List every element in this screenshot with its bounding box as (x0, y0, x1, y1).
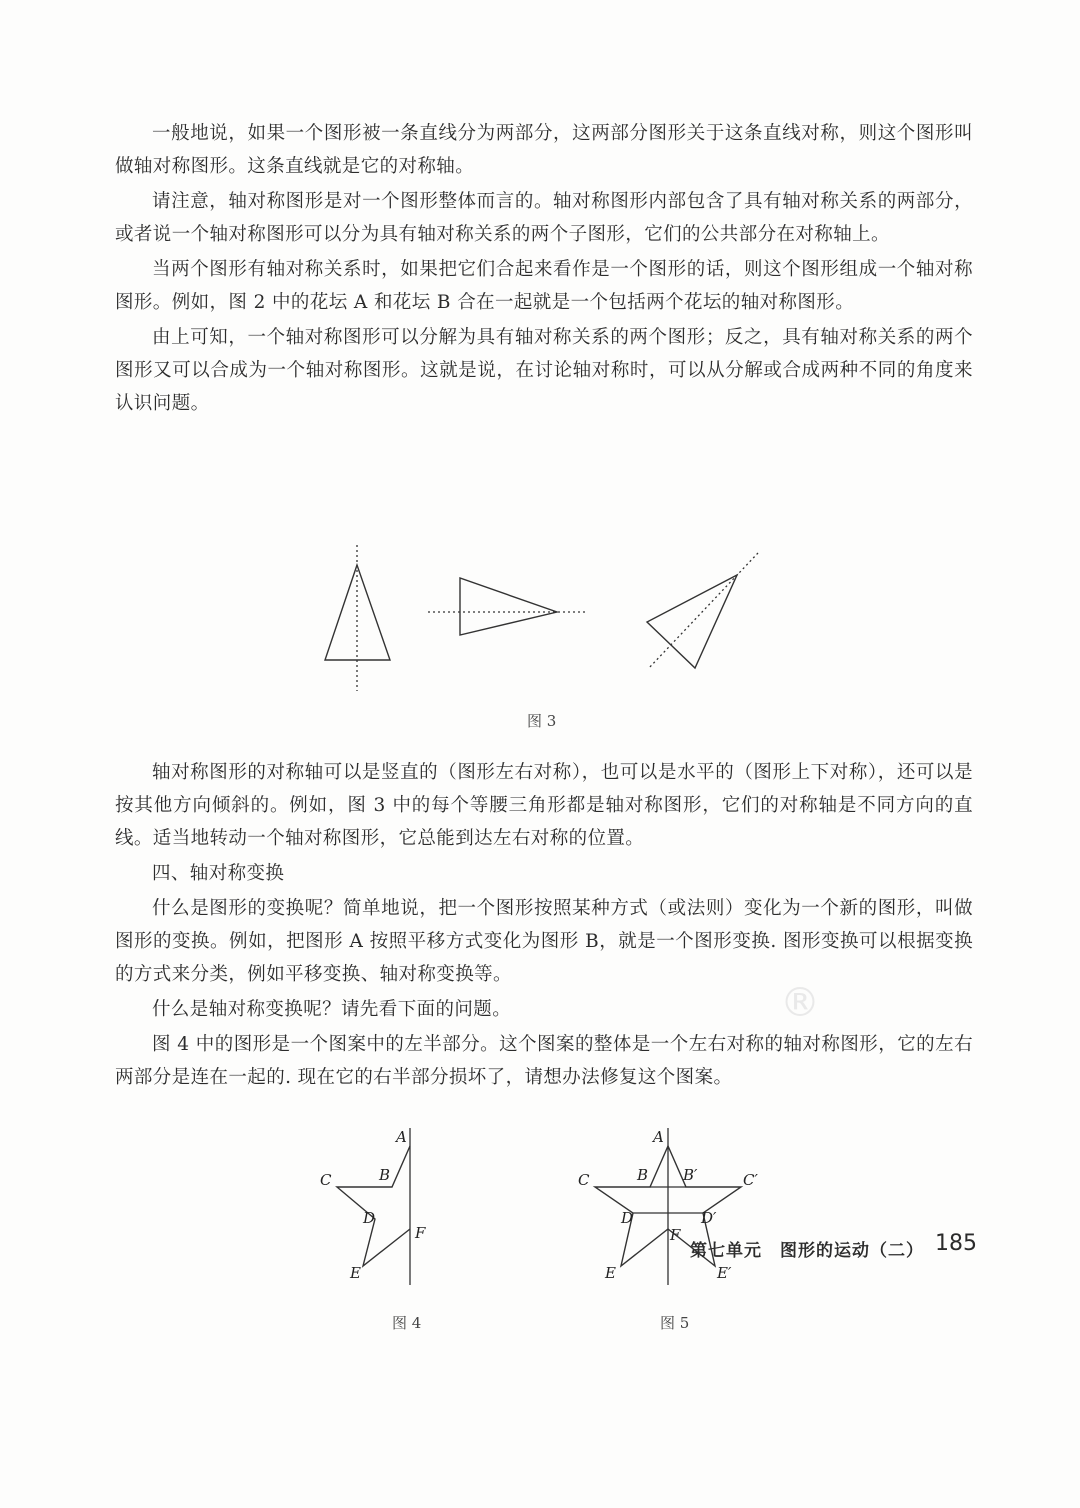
label-e: E (605, 1264, 616, 1282)
label-f: F (670, 1226, 681, 1244)
figure-4-caption: 图 4 (392, 1314, 422, 1332)
paragraph: 请注意，轴对称图形是对一个图形整体而言的。轴对称图形内部包含了具有轴对称关系的两部分，或者说一个轴对称图形可以分为具有轴对称关系的两个子图形，它们的公共部分在对称轴上。 (115, 191, 973, 245)
paragraph: 图 4 中的图形是一个图案中的左半部分。这个图案的整体是一个左右对称的轴对称图形，它的左右两部分是连在一起的. 现在它的右半部分损坏了，请想办法修复这个图案。 (115, 1034, 973, 1088)
body-text-middle (115, 756, 973, 1096)
label-c: C (320, 1171, 332, 1189)
label-c: C (578, 1171, 590, 1189)
unit-title: 第七单元 图形的运动（二） (690, 1241, 924, 1261)
page-number: 185 (935, 1231, 977, 1256)
figure-5 (570, 1120, 770, 1290)
paragraph: 当两个图形有轴对称关系时，如果把它们合起来看作是一个图形的话，则这个图形组成一个轴对称图形。例如，图 2 中的花坛 A 和花坛 B 合在一起就是一个包括两个花坛的轴对称图形。 (115, 259, 973, 313)
label-a: A (396, 1128, 407, 1146)
label-d: D (363, 1209, 376, 1227)
label-b: B (637, 1166, 649, 1184)
label-e: E (350, 1264, 361, 1282)
label-c-prime: C′ (743, 1171, 758, 1189)
left-half-star (337, 1146, 410, 1266)
figure-3 (300, 545, 780, 705)
label-e-prime: E′ (717, 1264, 732, 1282)
paragraph: 什么是图形的变换呢？简单地说，把一个图形按照某种方式（或法则）变化为一个新的图形，叫做图形的变换。例如，把图形 A 按照平移方式变化为图形 B，就是一个图形变换. 图形变换可以根据变换的方式来分类，例如平移变换、轴对称变换等。 (115, 898, 973, 985)
label-a: A (653, 1128, 664, 1146)
label-d-prime: D′ (701, 1209, 717, 1227)
paragraph: 轴对称图形的对称轴可以是竖直的（图形左右对称），也可以是水平的（图形上下对称），还可以是按其他方向倾斜的。例如，图 3 中的每个等腰三角形都是轴对称图形，它们的对称轴是不同方向的直线。适当地转动一个轴对称图形，它总能到达左右对称的位置。 (115, 762, 973, 849)
figure-4 (300, 1120, 460, 1290)
label-f: F (415, 1224, 426, 1242)
figure-3-caption: 图 3 (527, 712, 557, 730)
body-text-top (115, 117, 973, 422)
publisher-watermark: ® (780, 980, 820, 1026)
label-b: B (379, 1166, 391, 1184)
isosceles-triangle-horizontal (460, 578, 557, 635)
label-b-prime: B′ (683, 1166, 698, 1184)
label-d: D (621, 1209, 634, 1227)
isosceles-triangle-oblique (647, 575, 737, 668)
paragraph: 一般地说，如果一个图形被一条直线分为两部分，这两部分图形关于这条直线对称，则这个图形叫做轴对称图形。这条直线就是它的对称轴。 (115, 123, 973, 177)
paragraph: 由上可知，一个轴对称图形可以分解为具有轴对称关系的两个图形；反之，具有轴对称关系的两个图形又可以合成为一个轴对称图形。这就是说，在讨论轴对称时，可以从分解或合成两种不同的角度来认识问题。 (115, 327, 973, 414)
section-heading: 四、轴对称变换 (152, 863, 285, 884)
figure-5-caption: 图 5 (660, 1314, 690, 1332)
paragraph: 什么是轴对称变换呢？请先看下面的问题。 (152, 999, 512, 1020)
